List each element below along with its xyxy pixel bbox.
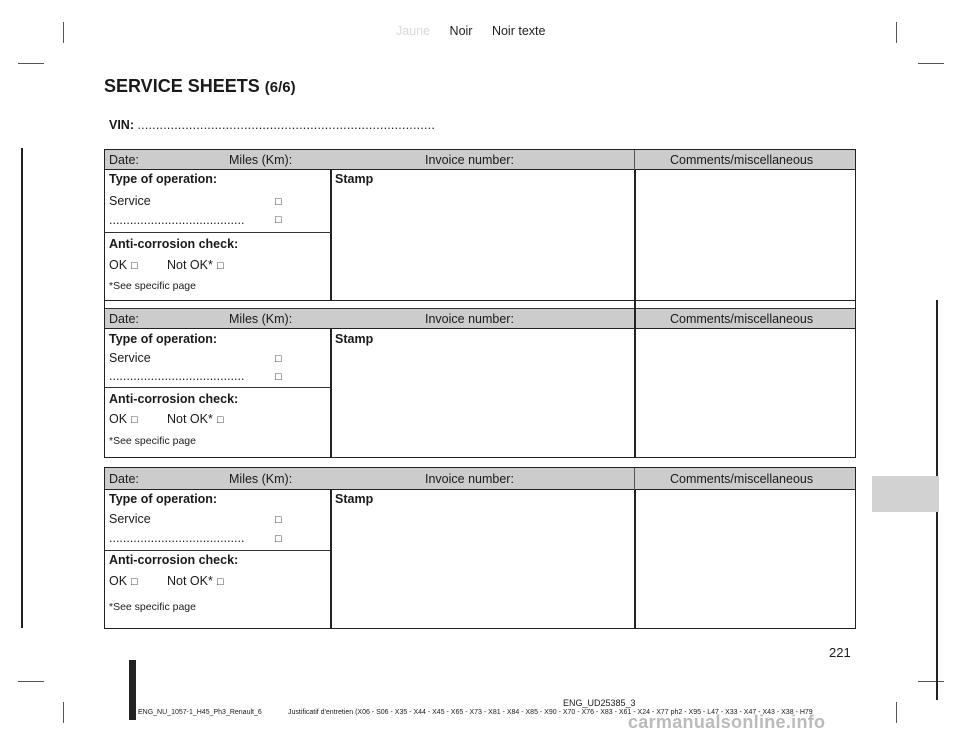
column-divider — [634, 170, 636, 300]
row-divider — [105, 550, 331, 551]
comments-label: Comments/miscellaneous — [670, 472, 814, 486]
anti-corrosion-label: Anti-corrosion check: — [109, 553, 239, 567]
ok-label: OK — [109, 574, 128, 588]
page-title-sub: (6/6) — [264, 79, 296, 96]
binding-bar — [21, 148, 23, 628]
vin-label: VIN: — [109, 118, 134, 132]
stamp-label: Stamp — [335, 332, 374, 346]
binding-bar — [129, 660, 136, 720]
service-checkbox[interactable]: □ — [275, 353, 282, 365]
footer-code: ENG_UD25385_3 — [563, 698, 636, 708]
ink-label-noir-texte: Noir texte — [491, 24, 546, 38]
service-label: Service — [109, 512, 151, 526]
invoice-label: Invoice number: — [425, 312, 514, 326]
watermark: carmanualsonline.info — [628, 712, 826, 732]
invoice-label: Invoice number: — [425, 472, 514, 486]
miles-label: Miles (Km): — [229, 472, 293, 486]
other-operation-dots: ....................................... — [109, 531, 245, 545]
vin-line — [109, 118, 435, 132]
type-of-operation-label: Type of operation: — [109, 172, 218, 186]
header-divider — [634, 150, 635, 170]
comments-label: Comments/miscellaneous — [670, 312, 814, 326]
footer-models: Justificatif d'entretien (X06 - S06 - X35 - X44 - X45 - X65 - X73 - X81 - X84 - X85 - X90 - X70 - X76 - X83 - X61 - X24 - X77 ph2 - X95 - L47 - X33 - X47 - X43 - X38 - H79 — [288, 709, 813, 716]
crop-mark — [18, 63, 44, 64]
see-specific-page-note: *See specific page — [109, 280, 196, 292]
not-ok-label: Not OK* — [167, 574, 213, 588]
ink-label-noir: Noir — [449, 24, 473, 38]
other-operation-checkbox[interactable]: □ — [275, 533, 282, 545]
crop-mark — [896, 702, 897, 723]
sheet-header — [105, 468, 855, 490]
page-number: 221 — [829, 645, 851, 660]
not-ok-label: Not OK* — [167, 258, 213, 272]
other-operation-checkbox[interactable]: □ — [275, 371, 282, 383]
sheet-header — [105, 309, 855, 329]
date-label: Date: — [109, 472, 139, 486]
ink-separation-labels — [396, 24, 561, 38]
not-ok-checkbox[interactable]: □ — [217, 414, 224, 426]
footer-doc-id: ENG_NU_1057-1_H45_Ph3_Renault_6 — [138, 709, 262, 716]
service-checkbox[interactable]: □ — [275, 514, 282, 526]
crop-mark — [896, 22, 897, 43]
see-specific-page-note: *See specific page — [109, 601, 196, 613]
see-specific-page-note: *See specific page — [109, 435, 196, 447]
crop-mark — [918, 681, 944, 682]
row-divider — [105, 387, 331, 388]
section-tab — [872, 476, 939, 512]
comments-label: Comments/miscellaneous — [670, 153, 814, 167]
row-divider — [105, 232, 331, 233]
other-operation-dots: ....................................... — [109, 369, 245, 383]
column-divider — [634, 301, 636, 457]
not-ok-label: Not OK* — [167, 412, 213, 426]
service-label: Service — [109, 351, 151, 365]
column-divider — [330, 170, 332, 300]
not-ok-checkbox[interactable]: □ — [217, 260, 224, 272]
date-label: Date: — [109, 312, 139, 326]
service-checkbox[interactable]: □ — [275, 196, 282, 208]
miles-label: Miles (Km): — [229, 153, 293, 167]
page-title — [104, 76, 296, 97]
type-of-operation-label: Type of operation: — [109, 332, 218, 346]
ok-checkbox[interactable]: □ — [131, 576, 138, 588]
sheet-header — [105, 150, 855, 170]
anti-corrosion-label: Anti-corrosion check: — [109, 237, 239, 251]
service-label: Service — [109, 194, 151, 208]
header-divider — [634, 468, 635, 490]
service-sheet-1 — [104, 149, 856, 301]
type-of-operation-label: Type of operation: — [109, 492, 218, 506]
crop-mark — [18, 681, 44, 682]
ok-checkbox[interactable]: □ — [131, 414, 138, 426]
not-ok-checkbox[interactable]: □ — [217, 576, 224, 588]
crop-mark — [63, 702, 64, 723]
crop-mark — [63, 22, 64, 43]
column-divider — [330, 490, 332, 628]
stamp-label: Stamp — [335, 172, 374, 186]
ok-label: OK — [109, 258, 128, 272]
miles-label: Miles (Km): — [229, 312, 293, 326]
service-sheet-3 — [104, 467, 856, 629]
service-sheet-2 — [104, 300, 856, 458]
crop-mark — [918, 63, 944, 64]
invoice-label: Invoice number: — [425, 153, 514, 167]
other-operation-checkbox[interactable]: □ — [275, 214, 282, 226]
column-divider — [634, 490, 636, 628]
date-label: Date: — [109, 153, 139, 167]
vin-dots: ................................................................................. — [137, 118, 435, 132]
ok-checkbox[interactable]: □ — [131, 260, 138, 272]
ink-label-jaune: Jaune — [396, 24, 431, 38]
ok-label: OK — [109, 412, 128, 426]
other-operation-dots: ....................................... — [109, 213, 245, 227]
column-divider — [330, 329, 332, 457]
sheet-top-border — [105, 308, 855, 309]
anti-corrosion-label: Anti-corrosion check: — [109, 392, 239, 406]
page-title-main: SERVICE SHEETS — [104, 76, 260, 96]
stamp-label: Stamp — [335, 492, 374, 506]
